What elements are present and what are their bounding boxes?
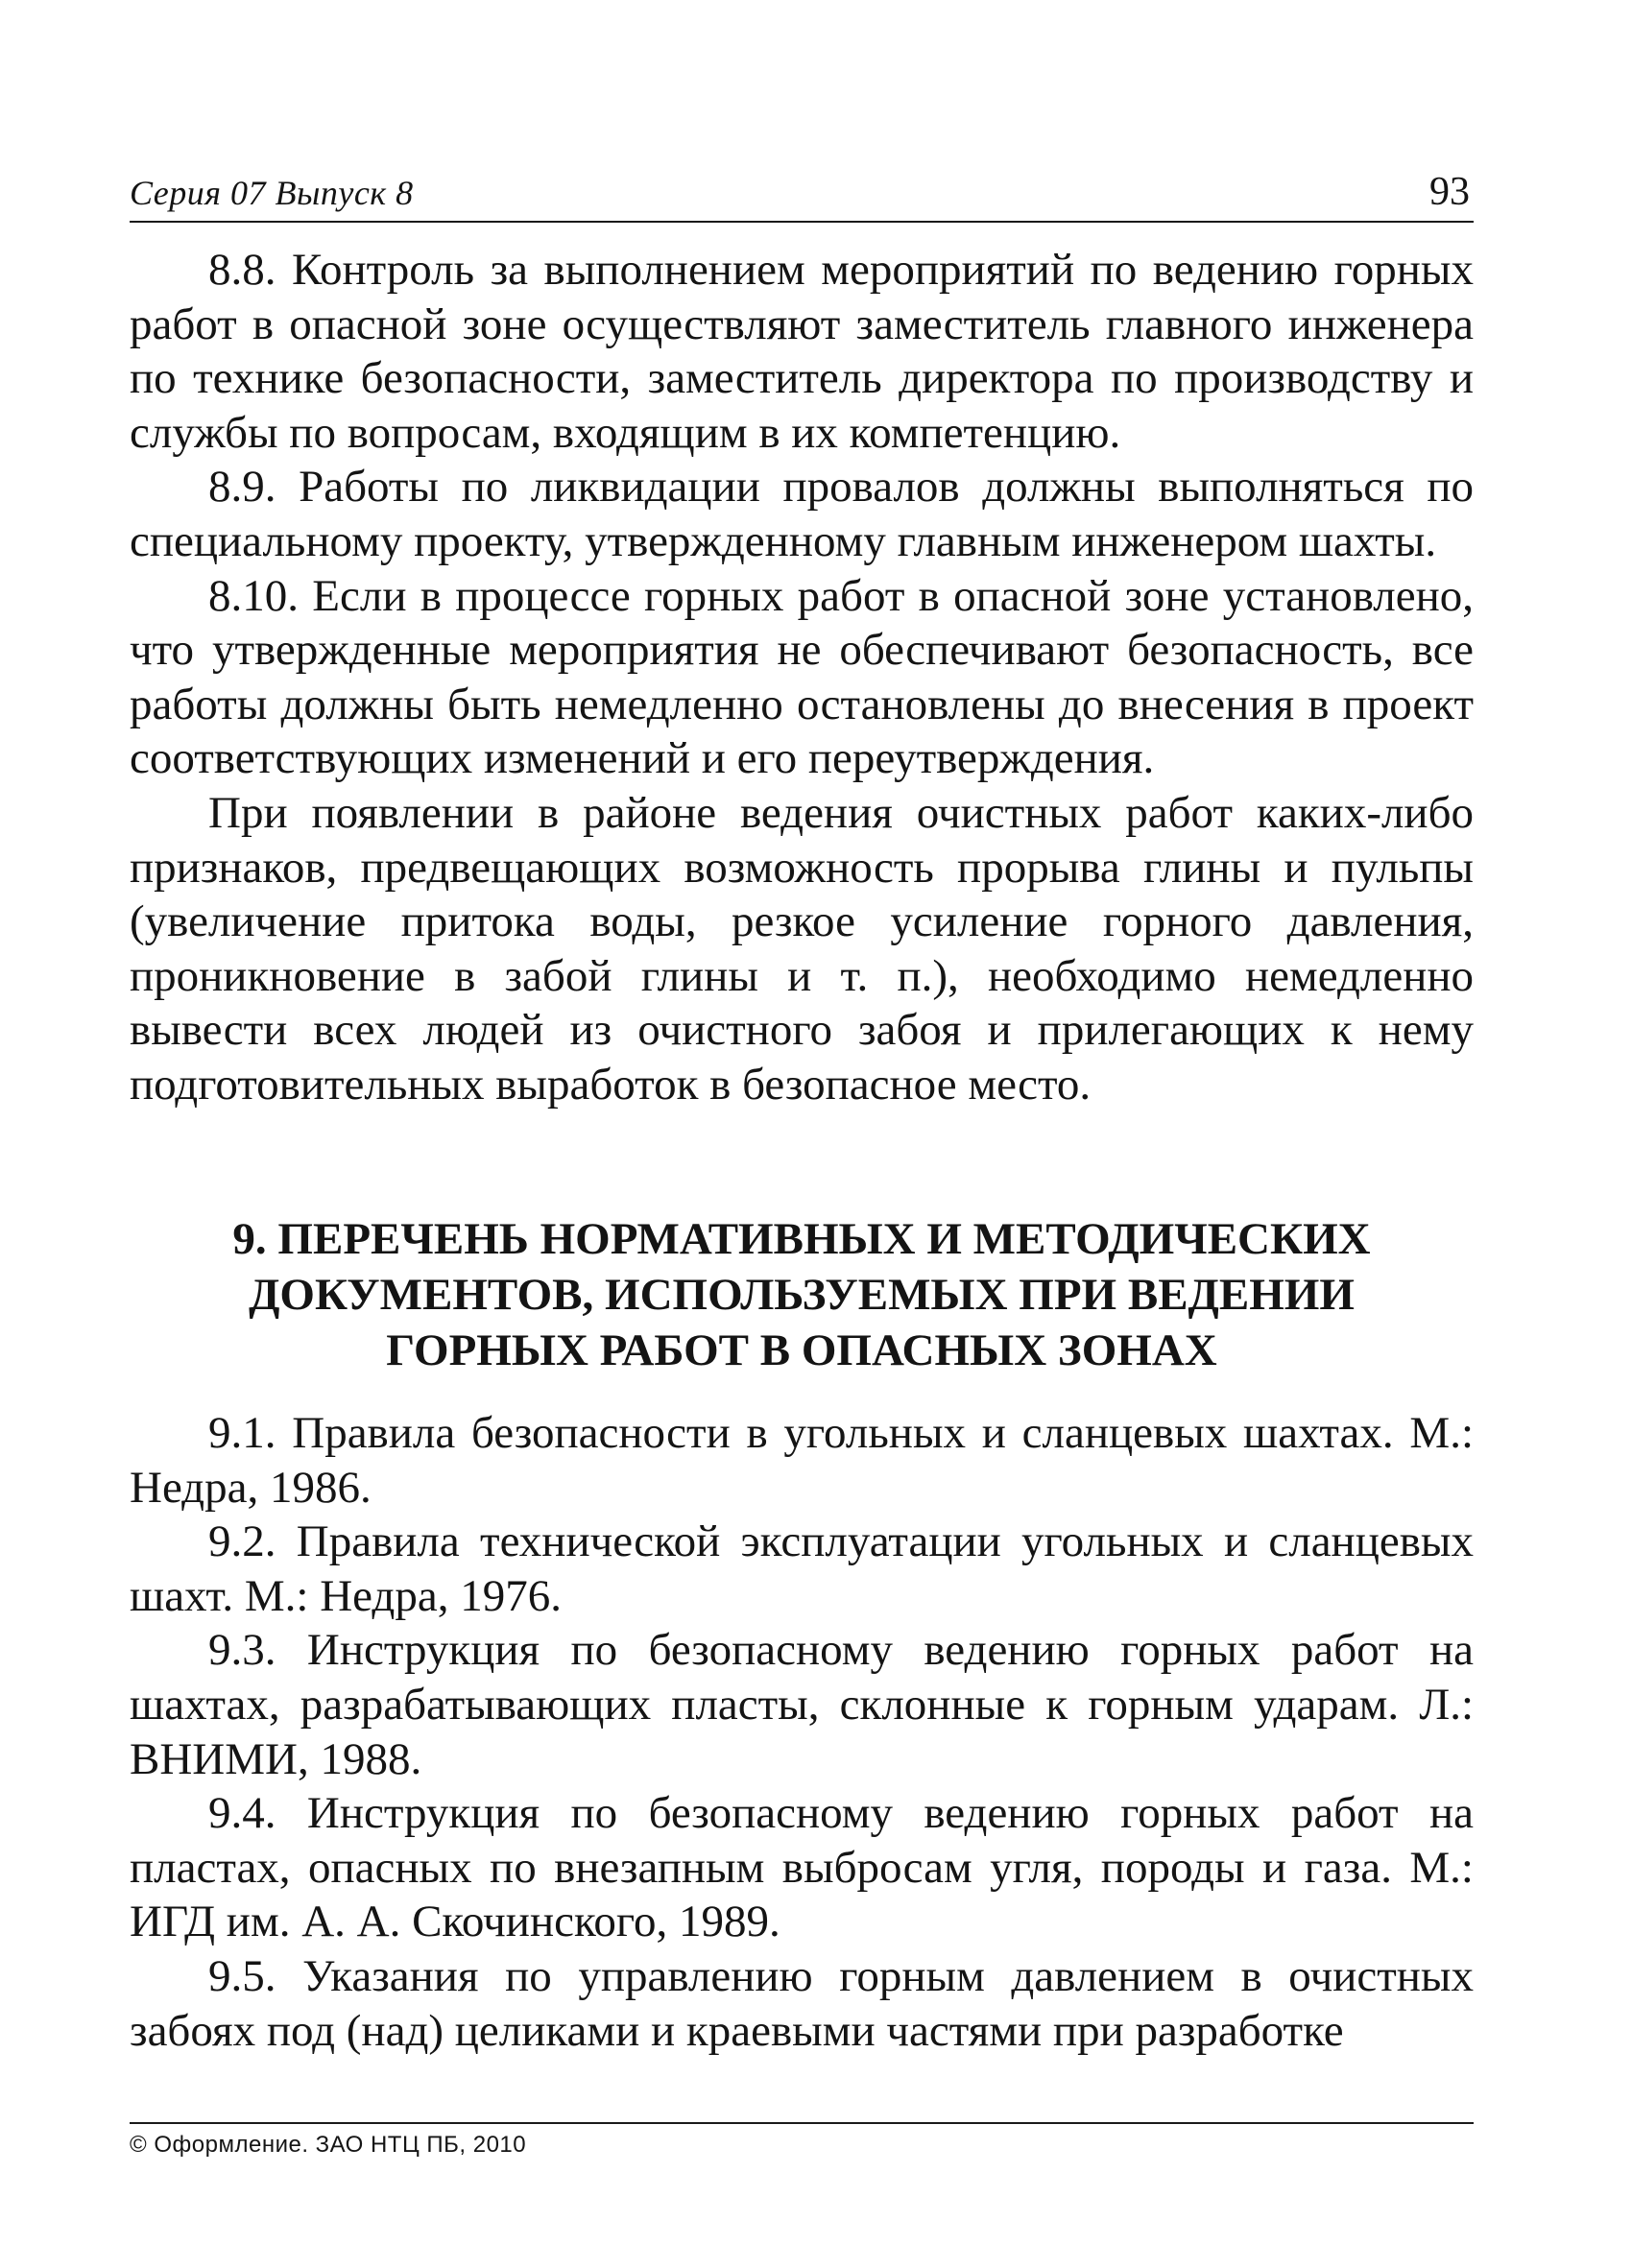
- reference-item-9-1: 9.1. Правила безопасности в угольных и сланцевых шахтах. М.: Недра, 1986.: [130, 1408, 1474, 1513]
- section-heading-line: ДОКУМЕНТОВ, ИСПОЛЬЗУЕМЫХ ПРИ ВЕДЕНИИ: [249, 1270, 1355, 1320]
- section-heading: [130, 1211, 1474, 1378]
- paragraph-8-9: 8.9. Работы по ликвидации провалов должны выполняться по специальному проекту, утвержденному главным инженером шахты.: [130, 462, 1474, 566]
- body-text: [130, 243, 1474, 1112]
- reference-item-9-5: 9.5. Указания по управлению горным давлением в очистных забоях под (над) целиками и краевыми частями при разработке: [130, 1950, 1474, 2056]
- reference-item-9-2: 9.2. Правила технической эксплуатации угольных и сланцевых шахт. М.: Недра, 1976.: [130, 1516, 1474, 1621]
- paragraph-warning: При появлении в районе ведения очистных работ каких-либо признаков, предвещающих возможность прорыва глины и пульпы (увеличение притока воды, резкое усиление горного давления, проникновение в забой глины и т. п.), необходимо немедленно вывести всех людей из очистного забоя и прилегающих к нему подготовительных выработок в безопасное место.: [130, 787, 1474, 1110]
- reference-item-9-4: 9.4. Инструкция по безопасному ведению горных работ на пластах, опасных по внезапным выбросам угля, породы и газа. М.: ИГД им. А. А. Скочинского, 1989.: [130, 1788, 1474, 1947]
- running-header: [130, 161, 1474, 223]
- section-heading-line: ГОРНЫХ РАБОТ В ОПАСНЫХ ЗОНАХ: [386, 1325, 1217, 1375]
- series-label: Серия 07 Выпуск 8: [130, 174, 414, 212]
- page-number: 93: [1429, 170, 1470, 214]
- section-heading-line: 9. ПЕРЕЧЕНЬ НОРМАТИВНЫХ И МЕТОДИЧЕСКИХ: [232, 1214, 1371, 1264]
- reference-list: [130, 1406, 1474, 2058]
- paragraph-8-8: 8.8. Контроль за выполнением мероприятий по ведению горных работ в опасной зоне осуществляют заместитель главного инженера по технике безопасности, заместитель директора по производству и службы по вопросам, входящим в их компетенцию.: [130, 245, 1474, 458]
- copyright-text: © Оформлениe. ЗАО НТЦ ПБ, 2010: [130, 2132, 527, 2158]
- paragraph-8-10: 8.10. Если в процессе горных работ в опасной зоне установлено, что утвержденные мероприятия не обеспечивают безопасность, все работы должны быть немедленно остановлены до внесения в проект соответствующих изменений и его переутверждения.: [130, 570, 1474, 784]
- page-footer: [130, 2122, 1474, 2159]
- reference-item-9-3: 9.3. Инструкция по безопасному ведению горных работ на шахтах, разрабатывающих пласты, склонные к горным ударам. Л.: ВНИМИ, 1988.: [130, 1625, 1474, 1784]
